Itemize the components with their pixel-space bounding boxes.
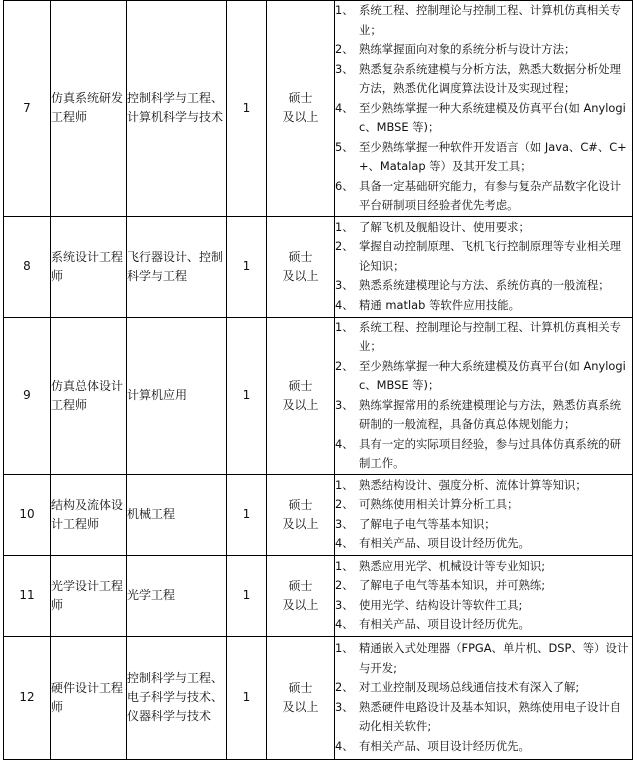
education-degree: 硕士: [288, 249, 313, 264]
requirement-text: 熟悉复杂系统建模与分析方法，熟悉大数据分析处理方法，熟悉优化调度算法设计及实现过程；: [359, 61, 621, 95]
positions-body: [4, 1, 633, 760]
requirement-text: 精通嵌入式处理器（FPGA、单片机、DSP、等）设计与开发;: [359, 641, 629, 675]
position-requirements: [335, 636, 633, 759]
requirement-number: 2、: [335, 239, 354, 254]
position-requirements: [335, 216, 633, 317]
requirement-text: 系统工程、控制理论与控制工程、计算机仿真相关专业；: [359, 319, 621, 353]
requirement-number: 1、: [335, 3, 354, 17]
requirement-number: 2、: [335, 42, 354, 56]
requirement-number: 2、: [335, 680, 354, 694]
position-major: 飞行器设计、控制科学与工程: [127, 216, 227, 317]
position-count: 1: [227, 555, 267, 636]
requirement-item: [335, 576, 632, 596]
requirement-number: 2、: [335, 497, 354, 511]
requirement-text: 具备一定基础研究能力，有参与复杂产品数字化设计平台研制项目经验者优先考虑。: [359, 178, 621, 212]
requirement-text: 至少熟练掌握一种大系统建模及仿真平台(如 Anylogic、MBSE 等)；: [359, 358, 626, 392]
requirement-item: [335, 737, 632, 757]
position-count: 1: [227, 216, 267, 317]
requirement-item: [335, 698, 632, 737]
position-count: 1: [227, 474, 267, 555]
education-level: 及以上: [282, 110, 319, 125]
requirement-number: 3、: [335, 61, 354, 76]
requirement-number: 3、: [335, 278, 354, 293]
education-degree: 硕士: [288, 378, 313, 393]
requirement-text: 可熟练使用相关计算分析工具；: [359, 497, 519, 511]
requirement-text: 熟悉硬件电路设计及基本知识，熟练使用电子设计自动化相关软件;: [359, 699, 621, 733]
requirement-text: 了解电子电气等基本知识，并可熟练;: [359, 578, 546, 592]
education-level: 及以上: [282, 699, 319, 714]
positions-table: [3, 0, 633, 760]
requirement-text: 掌握自动控制原理、飞机飞行控制原理等专业相关理论知识；: [359, 239, 621, 273]
table-row: [4, 216, 633, 317]
requirement-text: 精通 matlab 等软件应用技能。: [359, 297, 521, 312]
requirement-item: [335, 639, 632, 678]
position-title: 仿真系统研发工程师: [51, 1, 127, 217]
requirement-text: 具有一定的实际项目经验，参与过具体仿真系统的研制工作。: [359, 436, 621, 470]
requirement-text: 熟悉系统建模理论与方法、系统仿真的一般流程；: [359, 278, 610, 293]
position-major: 机械工程: [127, 474, 227, 555]
requirement-text: 系统工程、控制理论与控制工程、计算机仿真相关专业；: [359, 3, 621, 37]
requirement-item: [335, 237, 632, 276]
requirement-number: 3、: [335, 397, 354, 412]
requirement-number: 1、: [335, 219, 354, 234]
requirement-number: 4、: [335, 100, 354, 115]
requirement-number: 3、: [335, 516, 354, 531]
requirement-item: [335, 357, 632, 396]
position-number: 12: [4, 636, 51, 759]
requirement-number: 3、: [335, 699, 354, 714]
requirement-text: 了解电子电气等基本知识；: [359, 516, 496, 531]
position-count: 1: [227, 636, 267, 759]
table-row: [4, 636, 633, 759]
requirement-item: [335, 1, 632, 40]
table-row: [4, 1, 633, 217]
requirement-text: 至少熟练掌握一种软件开发语言（如 Java、C#、C++、Matalap 等）及其开发工具；: [359, 139, 627, 173]
position-requirements: [335, 474, 633, 555]
requirement-number: 1、: [335, 558, 354, 573]
position-count: 1: [227, 1, 267, 217]
education-degree: 硕士: [288, 578, 313, 593]
requirement-number: 4、: [335, 536, 354, 550]
position-education: [267, 636, 335, 759]
education-level: 及以上: [282, 397, 319, 412]
requirement-item: [335, 138, 632, 177]
education-degree: 硕士: [288, 497, 313, 512]
requirement-number: 2、: [335, 578, 354, 592]
requirement-text: 熟练掌握常用的系统建模理论与方法，熟悉仿真系统研制的一般流程，具备仿真总体规划能力；: [359, 397, 621, 431]
education-degree: 硕士: [288, 680, 313, 695]
table-row: [4, 317, 633, 474]
requirement-item: [335, 60, 632, 99]
position-requirements: [335, 1, 633, 217]
requirement-number: 1、: [335, 319, 354, 334]
education-level: 及以上: [282, 268, 319, 283]
table-row: [4, 474, 633, 555]
position-title: 光学设计工程师: [51, 555, 127, 636]
position-education: [267, 555, 335, 636]
position-number: 11: [4, 555, 51, 636]
position-number: 10: [4, 474, 51, 555]
requirement-number: 5、: [335, 139, 354, 154]
requirement-text: 熟悉应用光学、机械设计等专业知识;: [359, 558, 546, 573]
requirement-item: [335, 515, 632, 535]
requirement-number: 4、: [335, 738, 354, 753]
requirement-item: [335, 596, 632, 616]
position-major: 计算机应用: [127, 317, 227, 474]
requirement-item: [335, 318, 632, 357]
requirement-number: 1、: [335, 641, 354, 655]
position-major: 控制科学与工程、电子科学与技术、仪器科学与技术: [127, 636, 227, 759]
position-requirements: [335, 555, 633, 636]
requirement-item: [335, 495, 632, 515]
requirement-text: 熟练掌握面向对象的系统分析与设计方法；: [359, 42, 576, 56]
position-education: [267, 474, 335, 555]
position-number: 9: [4, 317, 51, 474]
education-level: 及以上: [282, 597, 319, 612]
requirement-item: [335, 396, 632, 435]
requirement-text: 熟悉结构设计、强度分析、流体计算等知识；: [359, 477, 587, 492]
table-row: [4, 555, 633, 636]
requirement-text: 有相关产品、项目设计经历优先。: [359, 617, 530, 631]
requirement-number: 4、: [335, 436, 354, 451]
requirement-item: [335, 40, 632, 60]
education-degree: 硕士: [288, 91, 313, 106]
requirement-item: [335, 177, 632, 216]
requirement-item: [335, 476, 632, 496]
requirement-item: [335, 557, 632, 577]
requirement-item: [335, 218, 632, 238]
position-title: 仿真总体设计工程师: [51, 317, 127, 474]
requirement-item: [335, 99, 632, 138]
requirement-item: [335, 435, 632, 474]
position-number: 8: [4, 216, 51, 317]
requirement-text: 使用光学、结构设计等软件工具;: [359, 597, 523, 612]
requirement-number: 4、: [335, 617, 354, 631]
position-requirements: [335, 317, 633, 474]
position-major: 控制科学与工程、计算机科学与技术: [127, 1, 227, 217]
requirement-item: [335, 534, 632, 554]
position-major: 光学工程: [127, 555, 227, 636]
requirement-text: 至少熟练掌握一种大系统建模及仿真平台(如 Anylogic、MBSE 等)；: [359, 100, 626, 134]
position-count: 1: [227, 317, 267, 474]
requirement-number: 1、: [335, 477, 354, 492]
requirement-number: 6、: [335, 178, 354, 193]
requirement-number: 4、: [335, 297, 354, 312]
requirement-number: 2、: [335, 358, 354, 373]
requirement-text: 有相关产品、项目设计经历优先。: [359, 738, 530, 753]
position-title: 系统设计工程师: [51, 216, 127, 317]
requirement-item: [335, 615, 632, 635]
requirement-text: 有相关产品、项目设计经历优先。: [359, 536, 530, 550]
education-level: 及以上: [282, 516, 319, 531]
requirement-item: [335, 296, 632, 316]
position-title: 结构及流体设计工程师: [51, 474, 127, 555]
position-education: [267, 1, 335, 217]
position-education: [267, 216, 335, 317]
requirement-text: 了解飞机及舰船设计、使用要求；: [359, 219, 530, 234]
position-education: [267, 317, 335, 474]
position-number: 7: [4, 1, 51, 217]
position-title: 硬件设计工程师: [51, 636, 127, 759]
requirement-item: [335, 276, 632, 296]
requirement-text: 对工业控制及现场总线通信技术有深入了解;: [359, 680, 580, 694]
requirement-number: 3、: [335, 597, 354, 612]
requirement-item: [335, 678, 632, 698]
